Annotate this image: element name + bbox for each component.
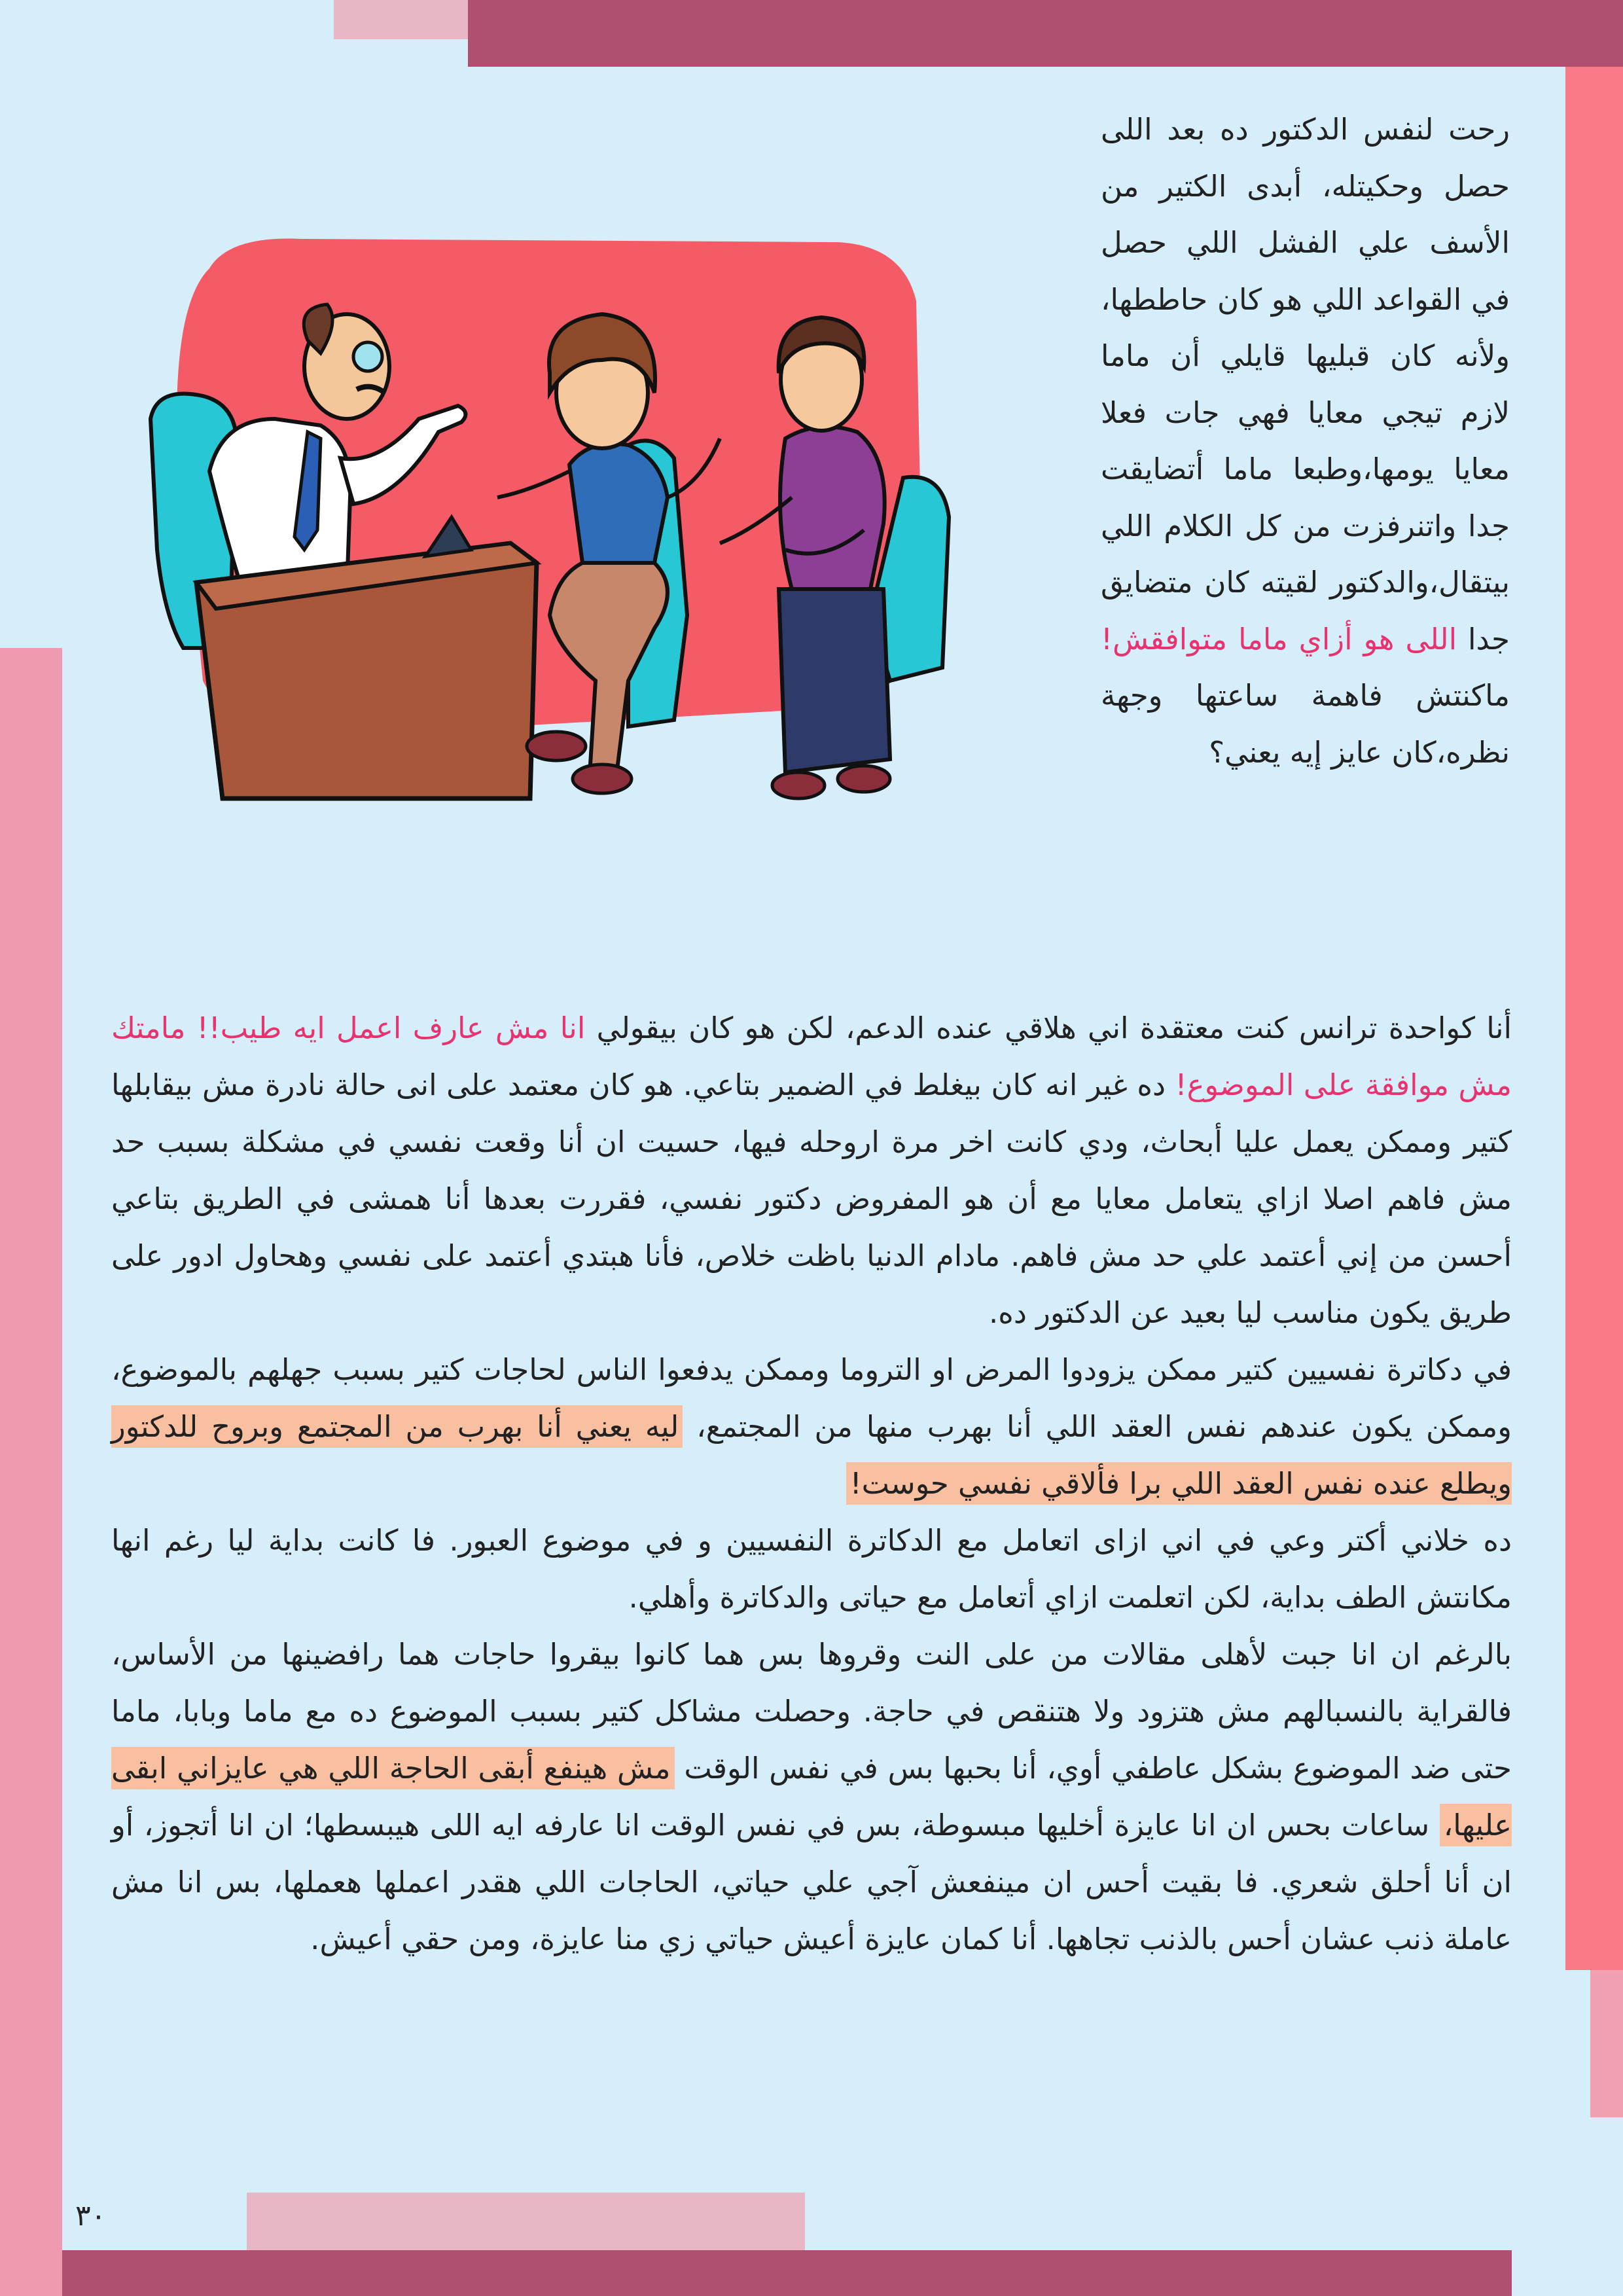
paragraph-3: ده خلاني أكتر وعي في اني ازاى اتعامل مع الدكاترة النفسيين و في موضوع العبور. فا كانت بداية ليا رغم انها مكانتش الطف بداية، لكن اتعلمت ازاي أتعامل مع حياتى والدكاترة وأهلي. <box>111 1523 1512 1615</box>
paragraph-4-b: ساعات بحس ان انا عايزة أخليها مبسوطة، بس في نفس الوقت انا عارفه ايه اللى هيبسطها؛ ان انا أتجوز، أو ان أنا أحلق شعري. فا بقيت أحس ان مينفعش آجي علي حياتي، الحاجات اللي هقدر اعملها هعملها، بس انا مش عاملة ذنب عشان أحس بالذنب تجاهها. أنا كمان عايزة أعيش حياتي زي منا عايزة، ومن حقي أعيش. <box>111 1808 1512 1956</box>
top-bar <box>468 0 1623 67</box>
page-number: ٣٠ <box>75 2199 107 2233</box>
right-bar <box>1565 67 1623 1970</box>
paragraph-1-a: أنا كواحدة ترانس كنت معتقدة اني هلاقي عنده الدعم، لكن هو كان بيقولي <box>596 1011 1512 1045</box>
bottom-bar <box>62 2250 1512 2296</box>
top-accent-bar <box>334 0 468 39</box>
left-bar <box>0 648 62 2296</box>
column-paragraph <box>1101 101 1510 781</box>
paragraph-4 <box>111 1626 1512 1967</box>
column-text-part2: ماكنتش فاهمة ساعتها وجهة نظره،كان عايز إيه يعني؟ <box>1101 678 1510 770</box>
right-lower-bar <box>1590 1970 1623 2117</box>
paragraph-2 <box>111 1341 1512 1512</box>
doctor-consultation-illustration <box>131 223 1014 838</box>
paragraph-1-pink: انا مش عارف اعمل ايه طيب!! مامتك مش موافقة على الموضوع! <box>111 1011 1512 1102</box>
bottom-accent-bar <box>247 2193 805 2250</box>
paragraph-2-a: في دكاترة نفسيين كتير ممكن يزودوا المرض او التروما وممكن يدفعوا الناس لحاجات كتير بسبب جهلهم بالموضوع، وممكن يكون عندهم نفس العقد اللي أنا بهرب منها من المجتمع، <box>111 1352 1512 1444</box>
body-text <box>111 999 1512 1967</box>
paragraph-1-b: ده غير انه كان بيغلط في الضمير بتاعي. هو كان معتمد على انى حالة نادرة مش بيقابلها كتير وممكن يعمل عليا أبحاث، ودي كانت اخر مرة اروحله فيها، حسيت ان أنا وقعت نفسي في مشكلة بسبب حد مش فاهم اصلا ازاي يتعامل معايا مع أن هو المفروض دكتور نفسي، فقررت بعدها أنا همشى في الطريق بتاعي أحسن من إني أعتمد علي حد مش فاهم. مادام الدنيا باظت خلاص، فأنا هبتدي أعتمد على نفسي وهحاول ادور على طريق يكون مناسب ليا بعيد عن الدكتور ده. <box>111 1067 1512 1330</box>
column-text-part1: رحت لنفس الدكتور ده بعد اللى حصل وحكيتله، أبدى الكتير من الأسف علي الفشل اللي حصل في القواعد اللي هو كان حاططها، ولأنه كان قبليها قايلي أن ماما لازم تيجي معايا فهي جات فعلا معايا يومها،وطبعا ماما أتضايقت جدا واتنرفزت من كل الكلام اللي بيتقال،والدكتور لقيته كان متضايق جدا <box>1101 112 1510 656</box>
paragraph-1 <box>111 999 1512 1341</box>
column-text-pink: اللى هو أزاي ماما متوافقش! <box>1101 621 1457 656</box>
paragraph-4-a: بالرغم ان انا جبت لأهلى مقالات من على النت وقروها بس هما كانوا بيقروا حاجات هما رافضينها من الأساس، فالقراية بالنسبالهم مش هتزود ولا هتنقص في حاجة. وحصلت مشاكل كتير بسبب الموضوع ده مع ماما وبابا، ماما حتى ضد الموضوع بشكل عاطفي أوي، أنا بحبها بس في نفس الوقت <box>111 1637 1512 1785</box>
paragraph-4-highlight: مش هينفع أبقى الحاجة اللي هي عايزاني ابقى عليها، <box>111 1747 1512 1846</box>
paragraph-2-highlight: ليه يعني أنا بهرب من المجتمع وبروح للدكتور ويطلع عنده نفس العقد اللي برا فألاقي نفسي حوست! <box>111 1405 1512 1505</box>
